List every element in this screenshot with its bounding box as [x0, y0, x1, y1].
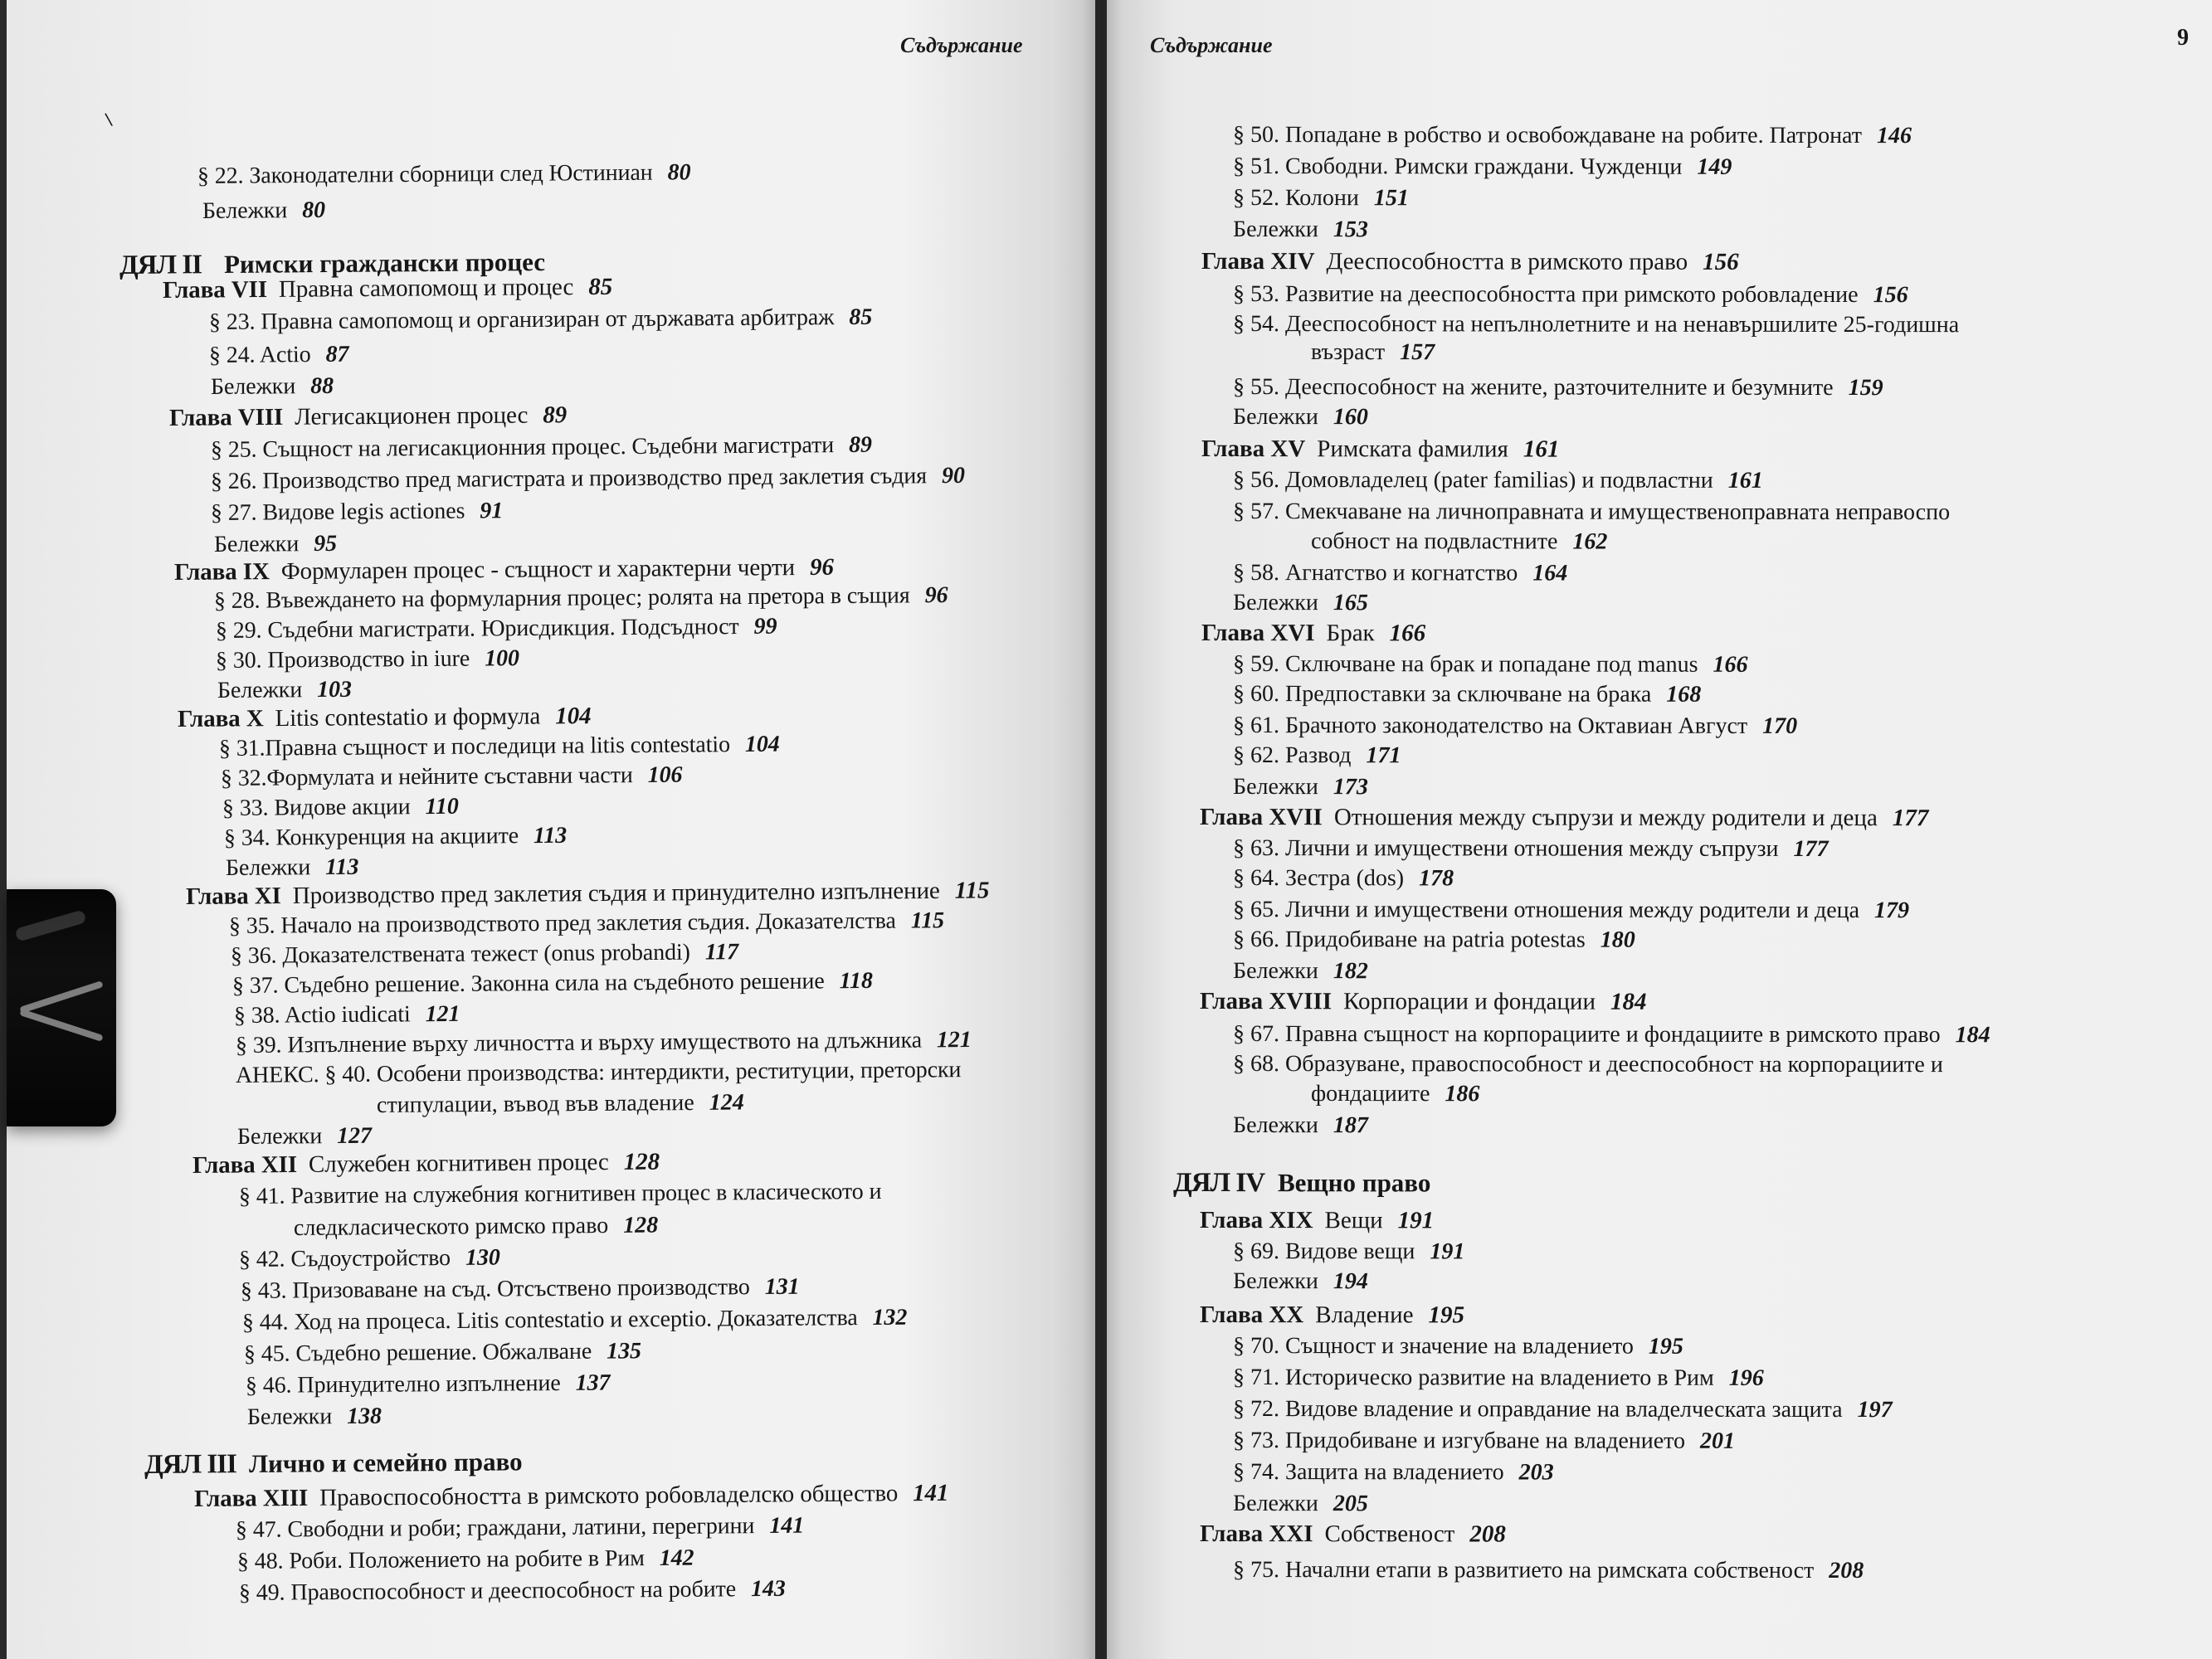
page-reference: 85	[588, 273, 613, 300]
page-reference: 115	[910, 907, 945, 934]
page-reference: 115	[954, 877, 990, 904]
page-reference: 128	[623, 1148, 660, 1175]
page-reference: 137	[575, 1370, 611, 1396]
toc-line-notes	[1233, 959, 1368, 985]
page-reference: 143	[750, 1575, 786, 1603]
page-reference: 89	[848, 431, 872, 458]
page-reference: 203	[1518, 1459, 1554, 1486]
entry-text: § 22. Законодателни сборници след Юстиниан	[197, 159, 653, 189]
toc-line-section	[211, 464, 965, 495]
entry-text: § 28. Въвеждането на формуларния процес; ролята на претора в същия	[213, 582, 910, 614]
toc-line-section	[236, 1514, 804, 1544]
page-reference: 104	[744, 731, 780, 758]
page-reference: 80	[667, 159, 691, 186]
toc-line-section	[1233, 927, 1635, 953]
page-reference: 113	[533, 822, 568, 849]
page-reference: 146	[1876, 123, 1912, 149]
chapter-title: Производство пред заклетия съдия и принудително изпълнение	[292, 877, 940, 909]
toc-line-notes	[1233, 775, 1368, 800]
toc-line-section	[197, 160, 691, 189]
toc-line-section	[1233, 468, 1763, 494]
entry-text: § 26. Производство пред магистрата и производство пред заклетия съдия	[210, 463, 928, 494]
toc-line-section	[216, 615, 777, 645]
toc-line-section	[1233, 866, 1454, 892]
page-reference: 208	[1469, 1520, 1506, 1548]
right-page-header: Съдържание	[1150, 33, 1273, 57]
page-reference: 91	[480, 498, 504, 524]
page-reference: 99	[753, 613, 777, 640]
toc-line-section	[244, 1339, 641, 1368]
chapter-label: Глава VIII	[168, 403, 284, 431]
page-reference: 142	[659, 1545, 694, 1572]
toc-line-part	[144, 1447, 523, 1480]
chapter-title: Правна самопомощ и процес	[278, 274, 574, 303]
toc-line-continuation	[1311, 340, 1435, 366]
entry-text: § 32.Формулата и нейните съставни части	[220, 762, 633, 791]
page-reference: 168	[1666, 681, 1702, 708]
chapter-title: Вещи	[1324, 1207, 1383, 1234]
page-reference: 153	[1333, 216, 1368, 243]
toc-line-section	[229, 908, 944, 940]
entry-text: АНЕКС. § 40. Особени производства: интердикти, реституции, преторски	[235, 1057, 962, 1088]
page-reference: 191	[1397, 1207, 1435, 1234]
page-reference: 205	[1333, 1491, 1368, 1517]
chapter-label: Глава IX	[173, 558, 270, 586]
page-reference: 135	[606, 1338, 641, 1365]
entry-text: § 48. Роби. Положението на робите в Рим	[236, 1545, 645, 1574]
page-reference: 121	[425, 1000, 460, 1028]
entry-text: § 47. Свободни и роби; граждани, латини, перегрини	[235, 1513, 755, 1543]
toc-line-section	[239, 1246, 500, 1273]
toc-line-section	[232, 969, 873, 1000]
toc-line-notes	[214, 532, 337, 558]
toc-line-continuation	[1311, 1082, 1479, 1107]
page-reference: 196	[1728, 1365, 1764, 1391]
toc-line-section	[221, 763, 683, 792]
chapter-label: Глава XV	[1201, 435, 1306, 463]
page-reference: 96	[924, 582, 948, 609]
entry-text: § 36. Доказателствената тежест (onus probandi)	[230, 939, 690, 969]
page-reference: 118	[839, 967, 873, 995]
entry-text: § 34. Конкуренция на акциите	[223, 823, 519, 851]
toc-line-section	[211, 433, 872, 464]
page-reference: 141	[913, 1479, 949, 1507]
toc-line-notes	[202, 198, 325, 225]
chapter-label: Глава XX	[1199, 1301, 1304, 1329]
entry-text: § 52. Колони	[1232, 185, 1359, 212]
chapter-label: Глава XIV	[1201, 248, 1315, 275]
chapter-title: Формуларен процес - същност и характерни черти	[280, 554, 796, 585]
entry-text: § 51. Свободни. Римски граждани. Чужденци	[1232, 153, 1683, 180]
page-reference: 96	[809, 553, 834, 581]
page-reference: 170	[1762, 713, 1798, 739]
toc-line-section	[234, 1002, 460, 1029]
toc-line-section	[1233, 1365, 1764, 1392]
page-reference: 166	[1389, 620, 1426, 647]
toc-line-section	[236, 1028, 972, 1059]
page-reference: 191	[1430, 1238, 1465, 1265]
entry-text: Бележки	[217, 677, 303, 703]
page-reference: 197	[1857, 1397, 1893, 1423]
entry-text: § 71. Историческо развитие на владението в Рим	[1232, 1365, 1714, 1391]
page-reference: 80	[302, 197, 326, 224]
page-reference: 171	[1366, 742, 1401, 769]
toc-line-section	[1233, 743, 1401, 769]
toc-line-section	[1233, 186, 1409, 212]
toc-line-chapter	[1201, 249, 1739, 276]
page-reference: 184	[1955, 1022, 1990, 1048]
entry-text: § 27. Видове legis actiones	[210, 498, 465, 526]
page-reference: 156	[1873, 282, 1908, 309]
page-reference: 173	[1333, 774, 1368, 800]
toc-line-section	[1233, 1022, 1990, 1048]
page-reference: 128	[623, 1212, 659, 1238]
page-reference: 194	[1333, 1268, 1368, 1295]
left-page-mark: \	[104, 109, 114, 132]
entry-text: Бележки	[202, 197, 288, 224]
page-reference: 113	[325, 854, 359, 881]
entry-text: § 60. Предпоставки за сключване на брака	[1232, 681, 1652, 708]
toc-line-section	[246, 1371, 611, 1399]
chapter-label: Глава XXI	[1199, 1520, 1313, 1548]
entry-text: § 73. Придобиване и изгубване на владението	[1232, 1428, 1686, 1454]
toc-line-section	[1233, 375, 1883, 401]
entry-text: § 43. Призоваване на съд. Отсъствено производство	[240, 1274, 750, 1304]
entry-text: § 62. Развод	[1232, 742, 1352, 769]
page-reference: 124	[709, 1089, 744, 1116]
page-reference: 184	[1610, 988, 1647, 1015]
entry-text: Бележки	[1232, 1112, 1318, 1139]
chapter-label: Глава XIX	[1199, 1207, 1313, 1234]
toc-line-chapter	[174, 555, 834, 586]
entry-text: § 67. Правна същност на корпорациите и фондациите в римското право	[1232, 1021, 1941, 1048]
toc-line-notes	[1233, 217, 1368, 243]
entry-text: § 38. Actio iudicati	[233, 1001, 411, 1029]
toc-line-section	[1233, 154, 1732, 181]
toc-line-section	[236, 1058, 962, 1089]
entry-text: § 31.Правна същност и последици на litis contestatio	[218, 732, 731, 761]
entry-text: § 74. Защита на владението	[1232, 1459, 1504, 1486]
entry-text: Бележки	[1232, 1268, 1318, 1295]
entry-text: § 58. Агнатство и когнатство	[1232, 560, 1518, 586]
entry-text: § 46. Принудително изпълнение	[245, 1370, 561, 1399]
entry-text: § 75. Начални етапи в развитието на римската собственост	[1232, 1557, 1815, 1584]
toc-line-section	[1233, 1052, 1943, 1078]
toc-line-section	[209, 343, 349, 369]
toc-line-notes	[1233, 1491, 1368, 1517]
part-title: Римски граждански процес	[223, 246, 546, 280]
page-reference: 88	[310, 372, 334, 400]
part-title: Вещно право	[1277, 1168, 1431, 1198]
toc-line-section	[1233, 713, 1797, 740]
page-reference: 161	[1523, 435, 1560, 463]
toc-line-section	[1233, 652, 1748, 679]
page-reference: 117	[704, 939, 739, 966]
chapter-label: Глава XVII	[1199, 804, 1323, 831]
page-reference: 149	[1697, 153, 1732, 180]
page-reference: 186	[1445, 1081, 1480, 1107]
toc-line-section	[1233, 499, 1950, 526]
chapter-title: Римската фамилия	[1317, 435, 1508, 463]
entry-text: следкласическото римско право	[293, 1213, 609, 1241]
toc-line-chapter	[1200, 1208, 1434, 1234]
left-page-header: Съдържание	[900, 33, 1023, 57]
toc-line-section	[1233, 561, 1567, 586]
toc-line-chapter	[169, 402, 567, 432]
toc-line-notes	[217, 678, 352, 704]
entry-text: § 42. Съдоустройство	[238, 1244, 451, 1272]
page-reference: 160	[1333, 404, 1368, 431]
page-reference: 100	[485, 645, 519, 672]
toc-line-section	[224, 824, 567, 852]
page-reference: 166	[1713, 651, 1748, 678]
page-reference: 162	[1572, 528, 1608, 555]
page-reference: 161	[1727, 467, 1763, 494]
entry-text: § 56. Домовладелец (pater familias) и подвластни	[1232, 467, 1713, 494]
page-reference: 187	[1333, 1112, 1368, 1139]
part-title: Лично и семейно право	[248, 1447, 523, 1479]
right-table-of-contents	[1107, 0, 2212, 1651]
chapter-title: Дееспособността в римското право	[1326, 248, 1688, 275]
entry-text: Бележки	[1232, 590, 1318, 616]
page-reference: 165	[1333, 590, 1368, 616]
right-page-number: 9	[2177, 25, 2189, 51]
entry-text: § 55. Дееспособност на жените, разточителните и безумните	[1232, 374, 1834, 401]
entry-text: § 68. Образуване, правоспособност и дееспособност на корпорациите и	[1232, 1051, 1943, 1078]
toc-line-notes	[1233, 591, 1368, 616]
chapter-title: Корпорации и фондации	[1343, 988, 1596, 1015]
page-reference: 138	[347, 1403, 382, 1430]
toc-line-notes	[237, 1124, 372, 1151]
toc-line-section	[1233, 836, 1829, 863]
chapter-title: Отношения между съпрузи и между родители и деца	[1333, 804, 1878, 832]
chapter-label: Глава XVIII	[1199, 988, 1333, 1015]
toc-line-section	[211, 499, 503, 527]
entry-text: § 30. Производство in iure	[215, 645, 470, 674]
entry-text: § 45. Съдебно решение. Обжалване	[243, 1338, 592, 1367]
toc-line-section	[1233, 282, 1908, 309]
toc-line-chapter	[1201, 620, 1425, 647]
entry-text: § 69. Видове вещи	[1232, 1238, 1415, 1265]
page-reference: 141	[769, 1512, 805, 1539]
toc-line-chapter	[1201, 436, 1559, 463]
entry-text: § 57. Смекчаване на личноправната и имущественоправната неправоспо	[1232, 499, 1951, 526]
part-label: ДЯЛ III	[144, 1449, 237, 1480]
toc-line-section	[1233, 312, 1959, 338]
page-reference: 164	[1532, 560, 1568, 586]
page-reference: 208	[1829, 1558, 1864, 1584]
entry-text: § 66. Придобиване на patria potestas	[1232, 927, 1586, 953]
chapter-label: Глава XVI	[1201, 620, 1315, 647]
page-reference: 195	[1648, 1333, 1683, 1360]
page-reference: 201	[1700, 1428, 1736, 1454]
toc-line-chapter	[194, 1481, 949, 1513]
entry-text: § 29. Съдебни магистрати. Юрисдикция. Подсъдност	[215, 614, 739, 644]
entry-text: Бележки	[1232, 958, 1318, 985]
page-reference: 151	[1373, 185, 1409, 212]
entry-text: собност на подвластните	[1310, 528, 1558, 555]
toc-line-notes	[1233, 1269, 1368, 1295]
toc-line-section	[1233, 1558, 1864, 1584]
toc-line-notes	[1233, 405, 1368, 431]
toc-line-section	[209, 305, 872, 336]
page-reference: 178	[1419, 865, 1454, 892]
binder-clip-wire-top	[19, 980, 103, 1014]
toc-line-part	[1173, 1168, 1430, 1199]
toc-line-section	[214, 583, 948, 615]
binder-clip-shine	[14, 909, 86, 941]
part-label: ДЯЛ IV	[1172, 1168, 1265, 1199]
entry-text: Бележки	[1232, 216, 1318, 243]
entry-text: § 59. Сключване на брак и попадане под manus	[1232, 651, 1698, 678]
page-reference: 132	[872, 1304, 908, 1331]
binder-clip-wire-bottom	[19, 1009, 103, 1042]
toc-line-chapter	[178, 703, 592, 733]
page-reference: 182	[1333, 958, 1368, 985]
chapter-title: Правоспособността в римското робовладелско общество	[319, 1480, 899, 1511]
chapter-label: Глава VII	[162, 276, 268, 304]
entry-text: § 70. Същност и значение на владението	[1232, 1333, 1634, 1360]
entry-text: Бележки	[1232, 1491, 1318, 1517]
toc-line-continuation	[1311, 529, 1607, 555]
toc-line-notes	[211, 374, 334, 401]
entry-text: § 37. Съдебно решение. Законна сила на съдебното решение	[231, 968, 825, 999]
entry-text: Бележки	[246, 1404, 333, 1430]
entry-text: § 23. Правна самопомощ и организиран от държавата арбитраж	[208, 304, 835, 335]
chapter-label: Глава XIII	[193, 1484, 309, 1512]
entry-text: § 72. Видове владение и оправдание на владелческата защита	[1232, 1396, 1843, 1423]
toc-line-continuation	[377, 1091, 744, 1119]
entry-text: § 61. Брачното законодателство на Октавиан Август	[1232, 713, 1748, 739]
entry-text: § 53. Развитие на дееспособността при римското робовладение	[1232, 281, 1859, 309]
toc-line-chapter	[192, 1150, 660, 1180]
toc-line-notes	[226, 855, 359, 882]
toc-line-continuation	[294, 1214, 658, 1242]
chapter-title: Собственост	[1324, 1520, 1455, 1548]
toc-line-section	[237, 1546, 694, 1575]
toc-line-section	[242, 1306, 908, 1336]
entry-text: Бележки	[1232, 404, 1318, 431]
toc-line-section	[231, 940, 738, 970]
page-reference: 90	[941, 462, 965, 489]
chapter-title: Владение	[1315, 1301, 1414, 1329]
toc-line-section	[1233, 1460, 1554, 1486]
chapter-title: Служебен когнитивен процес	[308, 1149, 609, 1178]
entry-text: § 49. Правоспособност и дееспособност на робите	[238, 1576, 737, 1606]
chapter-label: Глава XI	[185, 883, 281, 910]
binder-clip	[7, 889, 116, 1126]
toc-line-chapter	[186, 878, 990, 910]
page-reference: 104	[555, 703, 592, 730]
entry-text: § 54. Дееспособност на непълнолетните и на ненавършилите 25-годишна	[1232, 311, 1960, 338]
page-reference: 87	[325, 341, 349, 367]
page-reference: 121	[936, 1027, 972, 1053]
chapter-label: Глава X	[177, 705, 264, 732]
entry-text: § 35. Начало на производството пред заклетия съдия. Доказателства	[228, 907, 896, 939]
page-reference: 89	[543, 401, 568, 429]
page-reference: 110	[425, 793, 459, 820]
entry-text: § 39. Изпълнение върху личността и върху имуществото на длъжника	[235, 1027, 923, 1058]
page-reference: 103	[317, 676, 352, 703]
toc-line-chapter	[1200, 805, 1928, 832]
page-reference: 106	[647, 761, 683, 788]
entry-text: § 50. Попадане в робство и освобождаване на робите. Патронат	[1232, 122, 1863, 149]
page-reference: 156	[1703, 248, 1739, 275]
toc-line-section	[1233, 898, 1909, 924]
entry-text: § 44. Ход на процеса. Litis contestatio и exceptio. Доказателства	[241, 1305, 858, 1335]
toc-line-notes	[247, 1404, 382, 1431]
toc-line-section	[241, 1275, 800, 1305]
toc-line-section	[1233, 1428, 1735, 1455]
toc-line-section	[1233, 123, 1912, 149]
entry-text: § 25. Същност на легисакционния процес. Съдебни магистрати	[210, 432, 835, 463]
page-reference: 127	[337, 1122, 372, 1150]
page-reference: 180	[1600, 927, 1635, 953]
toc-line-section	[1233, 1334, 1683, 1360]
toc-line-section	[239, 1180, 882, 1210]
toc-line-section	[216, 646, 519, 674]
page-reference: 159	[1848, 375, 1883, 401]
page-reference: 157	[1400, 339, 1435, 366]
entry-text: фондациите	[1310, 1081, 1430, 1107]
toc-line-section	[239, 1577, 786, 1607]
chapter-label: Глава XII	[192, 1151, 298, 1179]
entry-text: § 64. Зестра (dos)	[1232, 865, 1405, 892]
page-reference: 177	[1892, 805, 1929, 832]
entry-text: Бележки	[236, 1123, 323, 1150]
toc-line-section	[1233, 682, 1701, 708]
toc-line-chapter	[1200, 1521, 1506, 1548]
toc-line-section	[1233, 1239, 1464, 1265]
left-page	[7, 0, 1095, 1659]
toc-line-notes	[1233, 1113, 1368, 1139]
chapter-title: Litis contestatio и формула	[275, 703, 541, 732]
entry-text: стипулации, въвод във владение	[376, 1089, 694, 1118]
left-table-of-contents	[7, 0, 1079, 1651]
page-reference: 195	[1428, 1301, 1465, 1329]
entry-text: Бележки	[1232, 774, 1318, 800]
right-page	[1107, 0, 2212, 1659]
toc-line-chapter	[163, 275, 612, 304]
toc-line-section	[222, 795, 459, 822]
chapter-title: Легисакционен процес	[295, 401, 529, 431]
entry-text: възраст	[1310, 339, 1386, 366]
toc-line-section	[1233, 1397, 1893, 1423]
entry-text: § 41. Развитие на служебния когнитивен процес в класическото и	[238, 1178, 882, 1209]
toc-line-chapter	[1200, 989, 1647, 1016]
toc-line-section	[219, 732, 780, 762]
page-reference: 177	[1793, 835, 1829, 863]
part-label: ДЯЛ II	[119, 250, 202, 280]
entry-text: § 24. Actio	[208, 342, 311, 368]
toc-line-chapter	[1200, 1302, 1464, 1329]
page-reference: 85	[849, 304, 873, 330]
page-reference: 95	[314, 530, 338, 557]
chapter-title: Брак	[1326, 620, 1375, 647]
entry-text: Бележки	[225, 854, 311, 881]
entry-text: Бележки	[210, 373, 296, 400]
page-reference: 130	[465, 1244, 500, 1271]
entry-text: § 63. Лични и имуществени отношения между съпрузи	[1232, 835, 1779, 862]
entry-text: Бележки	[213, 531, 300, 557]
entry-text: § 33. Видове акции	[222, 794, 411, 821]
page-reference: 179	[1874, 898, 1910, 924]
entry-text: § 65. Лични и имуществени отношения между родители и деца	[1232, 897, 1860, 924]
page-reference: 131	[764, 1273, 800, 1301]
